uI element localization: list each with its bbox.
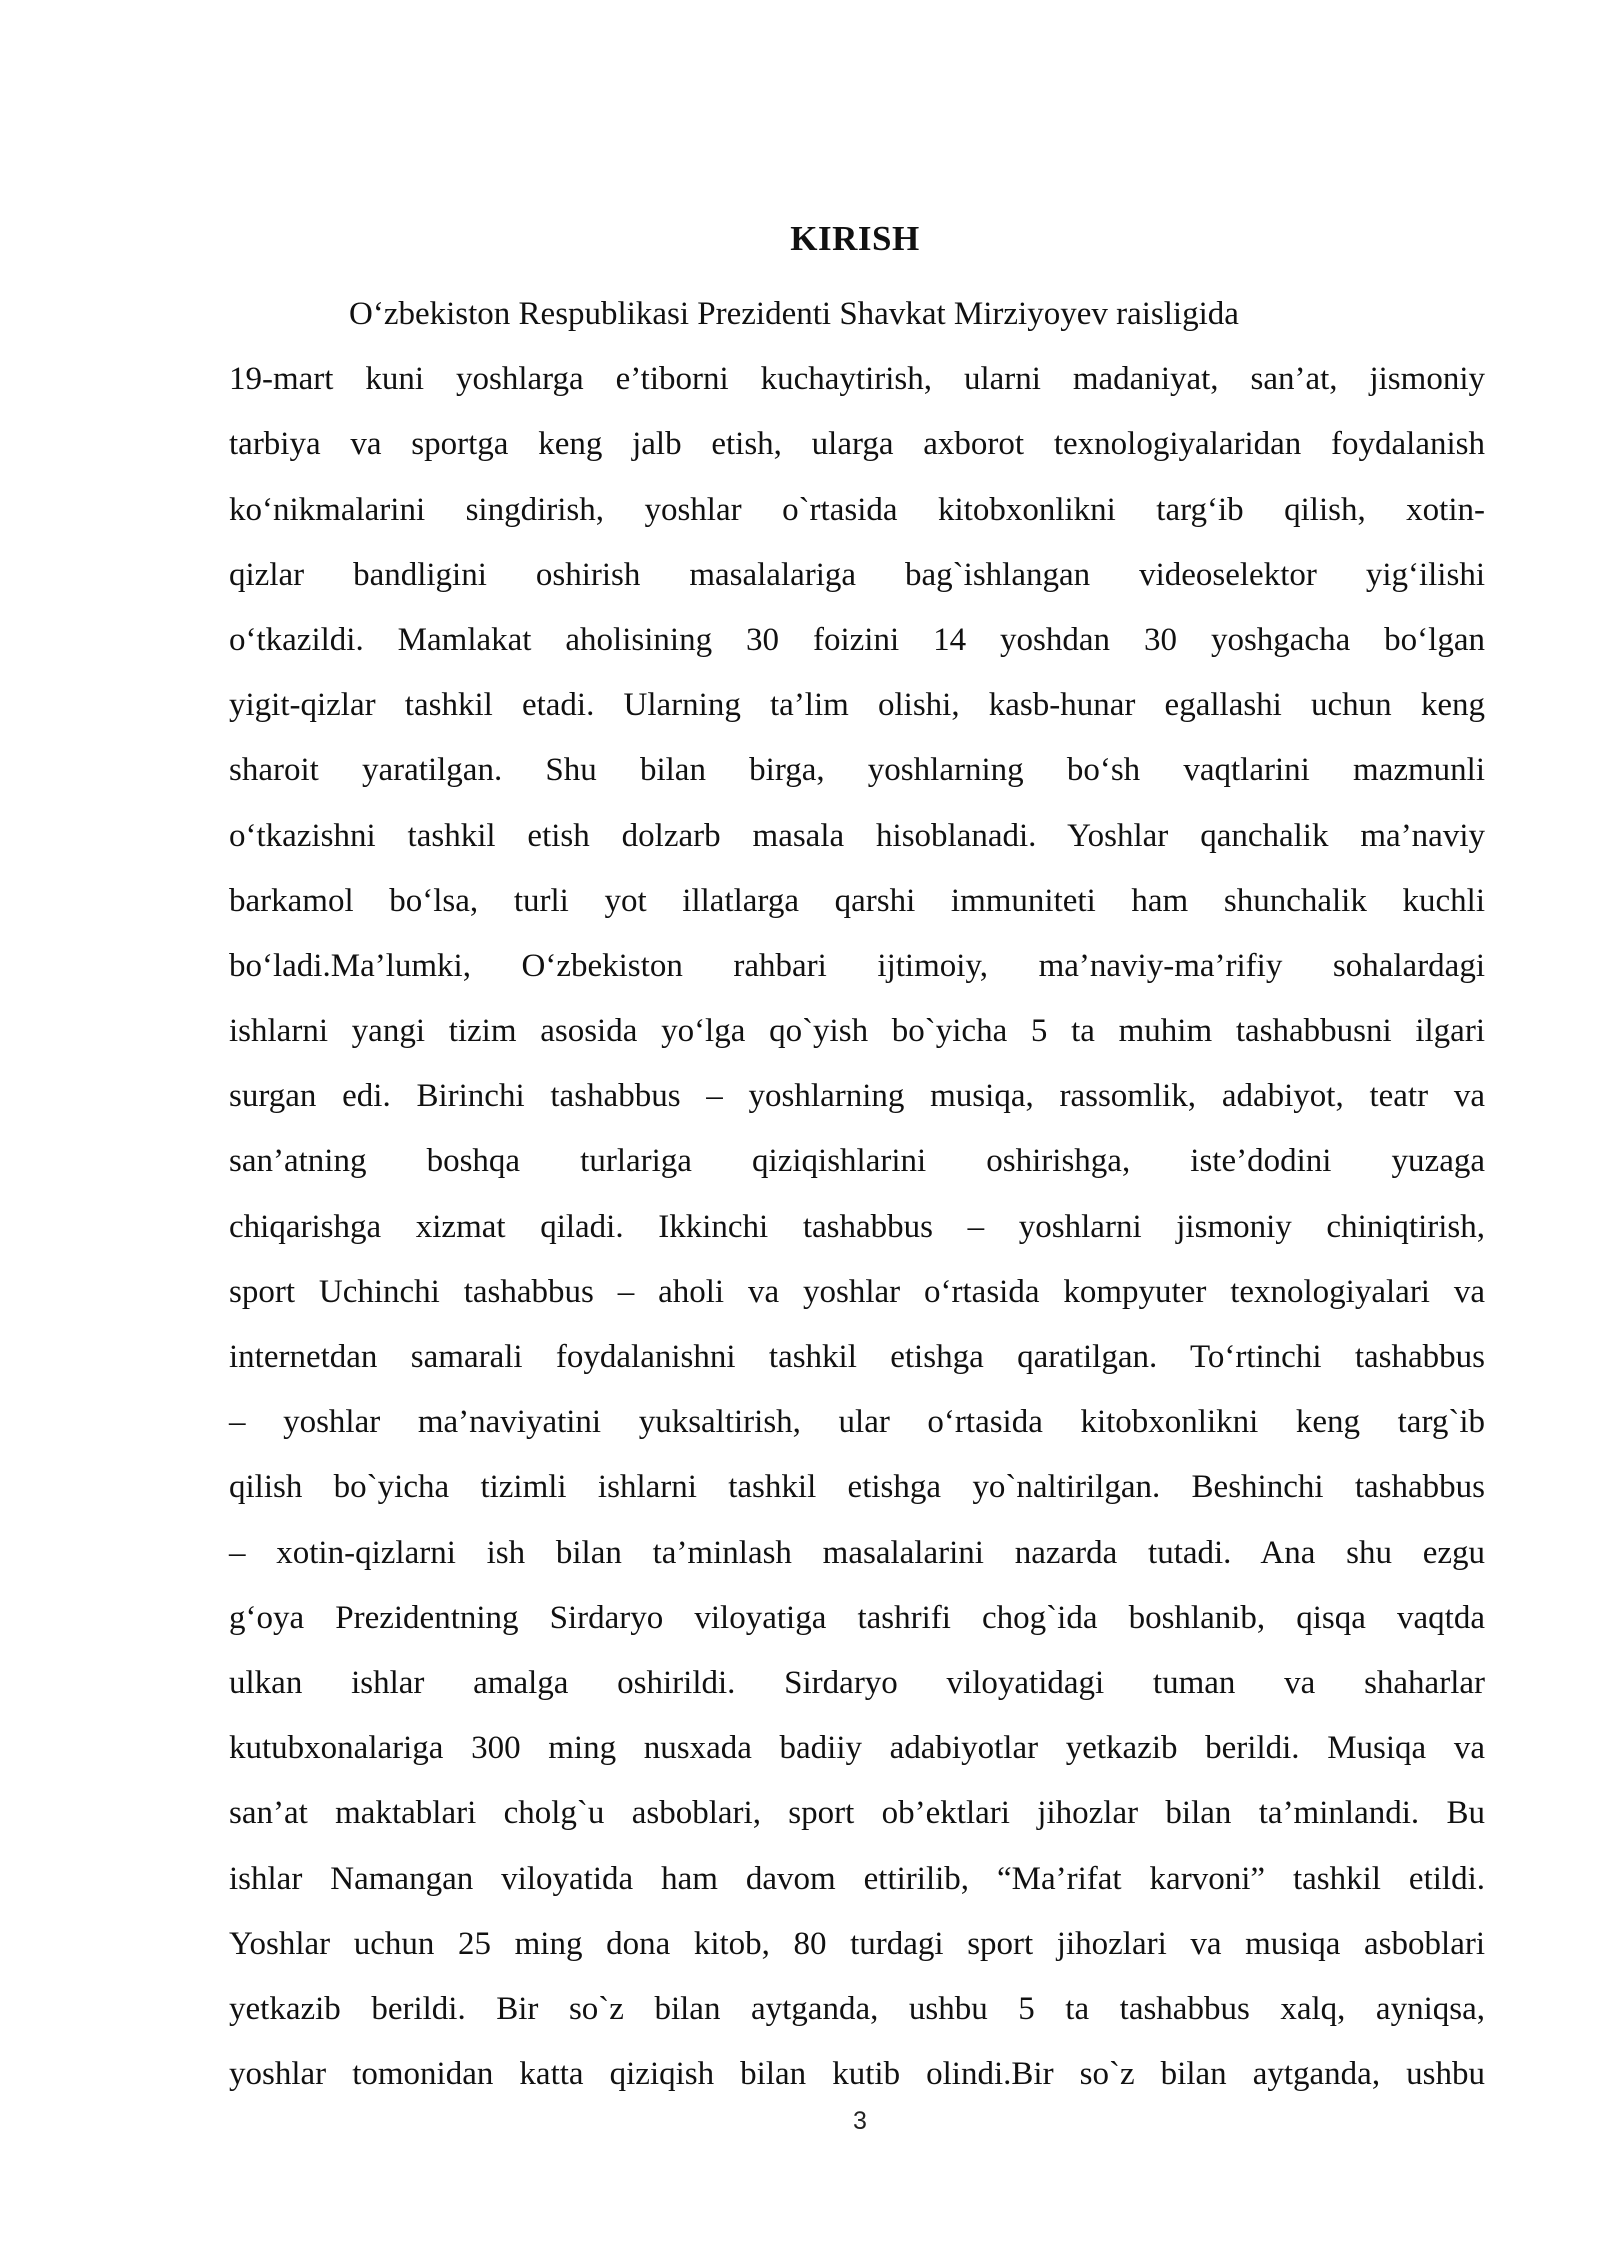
text-line: san’at maktablari cholg`u asboblari, sport ob’ektlari jihozlar bilan ta’minlandi. Bu (229, 1795, 1485, 1832)
text-line: yigit-qizlar tashkil etadi. Ularning ta’lim olishi, kasb-hunar egallashi uchun keng (229, 687, 1485, 724)
text-line: chiqarishga xizmat qiladi. Ikkinchi tashabbus – yoshlarni jismoniy chiniqtirish, (229, 1208, 1485, 1245)
text-line: ishlarni yangi tizim asosida yo‘lga qo`yish bo`yicha 5 ta muhim tashabbusni ilgari (229, 1013, 1485, 1050)
text-line: kutubxonalariga 300 ming nusxada badiiy adabiyotlar yetkazib berildi. Musiqa va (229, 1730, 1485, 1767)
text-line: sport Uchinchi tashabbus – aholi va yoshlar o‘rtasida kompyuter texnologiyalari va (229, 1273, 1485, 1310)
text-line: 19-mart kuni yoshlarga e’tiborni kuchaytirish, ularni madaniyat, san’at, jismoniy (229, 361, 1485, 398)
text-line: o‘tkazildi. Mamlakat aholisining 30 foizini 14 yoshdan 30 yoshgacha bo‘lgan (229, 621, 1485, 658)
text-line: yetkazib berildi. Bir so`z bilan aytganda, ushbu 5 ta tashabbus xalq, ayniqsa, (229, 1990, 1485, 2027)
text-line: O‘zbekiston Respublikasi Prezidenti Shavkat Mirziyoyev raisligida (349, 296, 1239, 332)
text-line: sharoit yaratilgan. Shu bilan birga, yoshlarning bo‘sh vaqtlarini mazmunli (229, 752, 1485, 789)
body-text (229, 282, 1485, 2107)
section-heading: KIRISH (790, 219, 920, 258)
text-line: san’atning boshqa turlariga qiziqishlarini oshirishga, iste’dodini yuzaga (229, 1143, 1485, 1180)
text-line: ko‘nikmalarini singdirish, yoshlar o`rtasida kitobxonlikni targ‘ib qilish, xotin- (229, 491, 1485, 528)
text-line: bo‘ladi.Ma’lumki, O‘zbekiston rahbari ijtimoiy, ma’naviy-ma’rifiy sohalardagi (229, 947, 1485, 984)
text-line: barkamol bo‘lsa, turli yot illatlarga qarshi immuniteti ham shunchalik kuchli (229, 882, 1485, 919)
text-line: qizlar bandligini oshirish masalalariga bag`ishlangan videoselektor yig‘ilishi (229, 556, 1485, 593)
text-line: ulkan ishlar amalga oshirildi. Sirdaryo viloyatidagi tuman va shaharlar (229, 1664, 1485, 1701)
text-line: ishlar Namangan viloyatida ham davom ettirilib, “Ma’rifat karvoni” tashkil etildi. (229, 1860, 1485, 1897)
text-line: o‘tkazishni tashkil etish dolzarb masala hisoblanadi. Yoshlar qanchalik ma’naviy (229, 817, 1485, 854)
text-line: g‘oya Prezidentning Sirdaryo viloyatiga tashrifi chog`ida boshlanib, qisqa vaqtda (229, 1599, 1485, 1636)
text-line: qilish bo`yicha tizimli ishlarni tashkil etishga yo`naltirilgan. Beshinchi tashabbus (229, 1469, 1485, 1506)
text-line: tarbiya va sportga keng jalb etish, ularga axborot texnologiyalaridan foydalanish (229, 426, 1485, 463)
page-number: 3 (853, 2107, 867, 2135)
text-line: internetdan samarali foydalanishni tashkil etishga qaratilgan. To‘rtinchi tashabbus (229, 1339, 1485, 1375)
text-line: Yoshlar uchun 25 ming dona kitob, 80 turdagi sport jihozlari va musiqa asboblari (229, 1925, 1485, 1962)
text-line: – yoshlar ma’naviyatini yuksaltirish, ular o‘rtasida kitobxonlikni keng targ`ib (229, 1404, 1485, 1441)
text-line: surgan edi. Birinchi tashabbus – yoshlarning musiqa, rassomlik, adabiyot, teatr va (229, 1078, 1485, 1115)
text-line: – xotin-qizlarni ish bilan ta’minlash masalalarini nazarda tutadi. Ana shu ezgu (229, 1534, 1485, 1571)
text-line: yoshlar tomonidan katta qiziqish bilan kutib olindi.Bir so`z bilan aytganda, ushbu (229, 2056, 1485, 2093)
